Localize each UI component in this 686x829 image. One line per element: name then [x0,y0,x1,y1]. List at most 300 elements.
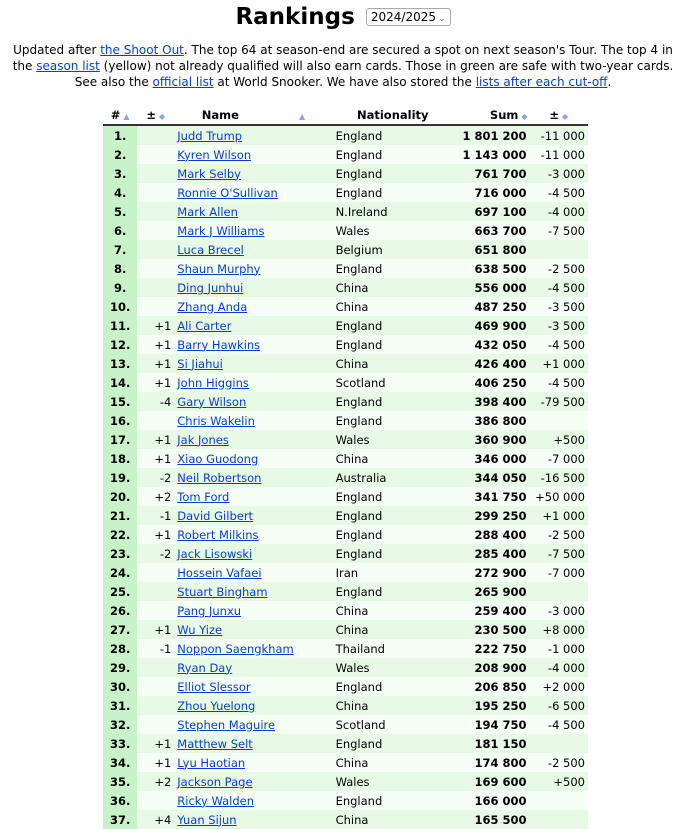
points-change-cell: -4 000 [530,658,588,677]
nationality-cell: China [333,354,453,373]
table-row [103,297,588,316]
table-row [103,544,588,563]
sort-icon: ▲ [123,112,130,121]
points-change-cell: -4 500 [530,183,588,202]
nationality-cell: Wales [333,658,453,677]
player-name-cell [174,449,332,468]
intro-text-4: at World Snooker. We have also stored the [213,75,476,89]
points-sum-cell: 556 000 [453,278,530,297]
player-link[interactable]: Tom Ford [177,489,230,504]
player-link[interactable]: Zhou Yuelong [177,698,256,713]
player-link[interactable]: Wu Yize [177,622,223,637]
nationality-cell: England [333,335,453,354]
player-link[interactable]: Gary Wilson [177,394,247,409]
nationality-cell: Thailand [333,639,453,658]
table-row [103,449,588,468]
sort-icon: ◆ [521,112,528,121]
player-link[interactable]: Zhang Anda [177,299,248,314]
points-sum-cell: 259 400 [453,601,530,620]
rank-cell: 12. [103,335,137,354]
rank-cell: 30. [103,677,137,696]
table-row [103,145,588,164]
move-cell [137,164,174,183]
player-name-cell [174,810,332,829]
points-sum-cell: 697 100 [453,202,530,221]
points-sum-cell: 651 800 [453,240,530,259]
nationality-cell: England [333,316,453,335]
intro-text-2: . The top 64 at season-end are secured a spot on next season's Tour. The top 4 in the [12,43,673,73]
table-row [103,715,588,734]
rank-cell: 1. [103,125,137,145]
nationality-cell: England [333,677,453,696]
intro-text [6,42,680,90]
nationality-column-header[interactable] [333,106,453,125]
points-change-cell: +8 000 [530,620,588,639]
table-row [103,810,588,829]
player-name-cell [174,525,332,544]
player-link[interactable]: Stephen Maguire [177,717,276,732]
nationality-cell: China [333,753,453,772]
move-cell [137,145,174,164]
player-name-cell [174,734,332,753]
player-name-cell [174,601,332,620]
player-link[interactable]: Mark Selby [177,166,241,181]
points-change-cell: -7 500 [530,544,588,563]
rank-column-header[interactable] [103,106,137,125]
intro-text-3: (yellow) not already qualified will also earn cards. Those in green are safe with two-year cards. See also the [74,59,674,89]
player-link[interactable]: Elliot Slessor [177,679,251,694]
table-body [103,125,588,829]
points-change-cell [530,734,588,753]
move-cell [137,202,174,221]
move-cell: +1 [137,354,174,373]
player-link[interactable]: Lyu Haotian [177,755,246,770]
nationality-cell: England [333,506,453,525]
rank-cell: 14. [103,373,137,392]
diff-column-header[interactable] [530,106,588,125]
move-cell: -2 [137,544,174,563]
rank-cell: 26. [103,601,137,620]
rank-cell: 9. [103,278,137,297]
move-cell: -1 [137,639,174,658]
move-cell: -2 [137,468,174,487]
points-sum-cell: 406 250 [453,373,530,392]
rank-cell: 34. [103,753,137,772]
player-name-cell [174,715,332,734]
points-sum-cell: 432 050 [453,335,530,354]
move-cell: +4 [137,810,174,829]
player-name-cell [174,544,332,563]
points-sum-cell: 169 600 [453,772,530,791]
points-sum-cell: 398 400 [453,392,530,411]
table-row [103,316,588,335]
player-link[interactable]: Matthew Selt [177,736,253,751]
points-sum-cell: 341 750 [453,487,530,506]
nationality-cell: England [333,544,453,563]
table-row [103,373,588,392]
points-sum-cell: 272 900 [453,563,530,582]
rankings-table [103,106,588,829]
nationality-cell: England [333,487,453,506]
rank-cell: 16. [103,411,137,430]
table-row [103,677,588,696]
cutoff-lists-link[interactable]: lists after each cut-off [475,75,608,89]
nationality-cell: Scotland [333,715,453,734]
rank-cell: 36. [103,791,137,810]
rank-cell: 37. [103,810,137,829]
nationality-cell: China [333,810,453,829]
diff-header-label: ± [549,108,559,122]
player-name-cell [174,240,332,259]
points-change-cell: -4 000 [530,202,588,221]
page-title: Rankings [235,4,355,30]
rank-cell: 31. [103,696,137,715]
table-row [103,563,588,582]
player-link[interactable]: Ricky Walden [177,793,255,808]
points-change-cell: +500 [530,430,588,449]
nationality-cell: China [333,620,453,639]
rank-cell: 24. [103,563,137,582]
sort-icon: ◆ [159,112,166,121]
points-change-cell: +500 [530,772,588,791]
player-name-cell [174,658,332,677]
points-change-cell: +1 000 [530,506,588,525]
rank-cell: 3. [103,164,137,183]
player-link[interactable]: John Higgins [177,375,249,390]
nationality-cell: Scotland [333,373,453,392]
player-name-cell [174,354,332,373]
points-change-cell: -11 000 [530,125,588,145]
nationality-header-label: Nationality [356,108,429,122]
player-link[interactable]: Pang Junxu [177,603,242,618]
rank-cell: 21. [103,506,137,525]
player-name-cell [174,791,332,810]
points-sum-cell: 288 400 [453,525,530,544]
player-name-cell [174,145,332,164]
points-change-cell: -79 500 [530,392,588,411]
points-change-cell: -2 500 [530,753,588,772]
nationality-cell: Belgium [333,240,453,259]
player-link[interactable]: Ronnie O'Sullivan [177,185,278,200]
rank-header-label: # [110,108,121,122]
rank-cell: 5. [103,202,137,221]
rank-cell: 27. [103,620,137,639]
player-link[interactable]: Mark J Williams [177,223,265,238]
points-sum-cell: 299 250 [453,506,530,525]
player-name-cell [174,278,332,297]
player-name-cell [174,335,332,354]
move-cell: +1 [137,430,174,449]
player-link[interactable]: David Gilbert [177,508,254,523]
move-cell [137,221,174,240]
table-row [103,164,588,183]
sort-icon: ▲ [298,112,306,121]
move-cell [137,297,174,316]
points-change-cell: -3 500 [530,297,588,316]
nationality-cell: China [333,297,453,316]
move-column-header[interactable] [137,106,174,125]
player-link[interactable]: Chris Wakelin [177,413,255,428]
move-cell [137,658,174,677]
player-link[interactable]: Ryan Day [177,660,233,675]
move-cell: +1 [137,734,174,753]
name-header-label: Name [201,108,239,122]
player-name-cell [174,772,332,791]
move-cell: -1 [137,506,174,525]
player-name-cell [174,506,332,525]
points-sum-cell: 346 000 [453,449,530,468]
points-sum-cell: 761 700 [453,164,530,183]
nationality-cell: England [333,125,453,145]
page-header [0,4,686,30]
points-sum-cell: 426 400 [453,354,530,373]
player-name-cell [174,753,332,772]
player-name-cell [174,582,332,601]
table-row [103,259,588,278]
player-name-cell [174,392,332,411]
rank-cell: 22. [103,525,137,544]
table-row [103,658,588,677]
player-name-cell [174,183,332,202]
points-change-cell [530,240,588,259]
table-row [103,772,588,791]
rank-cell: 17. [103,430,137,449]
points-change-cell: +2 000 [530,677,588,696]
points-change-cell: -11 000 [530,145,588,164]
rank-cell: 20. [103,487,137,506]
points-sum-cell: 181 150 [453,734,530,753]
season-select[interactable] [366,8,451,26]
points-change-cell [530,791,588,810]
rank-cell: 29. [103,658,137,677]
points-change-cell: -16 500 [530,468,588,487]
table-row [103,487,588,506]
points-change-cell [530,810,588,829]
points-change-cell: -4 500 [530,715,588,734]
move-cell: +1 [137,525,174,544]
move-cell [137,696,174,715]
nationality-cell: China [333,601,453,620]
player-name-cell [174,125,332,145]
nationality-cell: Iran [333,563,453,582]
table-row [103,620,588,639]
rank-cell: 35. [103,772,137,791]
sum-column-header[interactable] [453,106,530,125]
table-row [103,430,588,449]
table-row [103,468,588,487]
player-name-cell [174,639,332,658]
table-row [103,354,588,373]
nationality-cell: England [333,791,453,810]
points-change-cell: +50 000 [530,487,588,506]
rank-cell: 28. [103,639,137,658]
move-cell [137,791,174,810]
move-cell [137,278,174,297]
player-link[interactable]: Si Jiahui [177,356,223,371]
points-sum-cell: 230 500 [453,620,530,639]
points-change-cell: -7 000 [530,449,588,468]
rank-cell: 13. [103,354,137,373]
season-list-link[interactable]: season list [36,59,100,73]
player-link[interactable]: Ding Junhui [177,280,244,295]
table-row [103,278,588,297]
sort-icon: ◆ [562,112,569,121]
shootout-link[interactable]: the Shoot Out [100,43,184,57]
player-link[interactable]: Judd Trump [177,128,243,143]
player-name-cell [174,411,332,430]
player-link[interactable]: Jack Lisowski [177,546,253,561]
points-change-cell: +1 000 [530,354,588,373]
points-change-cell: -4 500 [530,373,588,392]
points-sum-cell: 716 000 [453,183,530,202]
nationality-cell: China [333,449,453,468]
points-change-cell: -3 000 [530,601,588,620]
player-name-cell [174,468,332,487]
nationality-cell: China [333,696,453,715]
points-change-cell: -7 500 [530,221,588,240]
table-row [103,202,588,221]
rank-cell: 15. [103,392,137,411]
player-name-cell [174,202,332,221]
player-name-cell [174,563,332,582]
table-row [103,506,588,525]
player-link[interactable]: Shaun Murphy [177,261,261,276]
points-change-cell: -1 000 [530,639,588,658]
rank-cell: 19. [103,468,137,487]
points-sum-cell: 469 900 [453,316,530,335]
rank-cell: 32. [103,715,137,734]
points-sum-cell: 1 801 200 [453,125,530,145]
player-link[interactable]: Robert Milkins [177,527,259,542]
points-change-cell: -4 500 [530,278,588,297]
player-name-cell [174,677,332,696]
nationality-cell: Australia [333,468,453,487]
official-list-link[interactable]: official list [152,75,214,89]
points-sum-cell: 344 050 [453,468,530,487]
table-row [103,392,588,411]
intro-text-1: Updated after [13,43,101,57]
player-name-cell [174,373,332,392]
points-sum-cell: 265 900 [453,582,530,601]
move-cell [137,677,174,696]
move-cell [137,411,174,430]
rank-cell: 18. [103,449,137,468]
nationality-cell: Wales [333,772,453,791]
move-cell: +1 [137,373,174,392]
nationality-cell: England [333,392,453,411]
name-column-header[interactable] [174,106,332,125]
points-sum-cell: 222 750 [453,639,530,658]
points-sum-cell: 1 143 000 [453,145,530,164]
rank-cell: 33. [103,734,137,753]
points-change-cell: -2 500 [530,525,588,544]
table-row [103,411,588,430]
points-sum-cell: 285 400 [453,544,530,563]
points-sum-cell: 208 900 [453,658,530,677]
player-name-cell [174,221,332,240]
table-row [103,125,588,145]
player-link[interactable]: Neil Robertson [177,470,262,485]
points-sum-cell: 487 250 [453,297,530,316]
points-sum-cell: 386 800 [453,411,530,430]
move-cell: +1 [137,620,174,639]
points-change-cell [530,582,588,601]
move-cell [137,183,174,202]
move-cell [137,125,174,145]
points-change-cell [530,411,588,430]
player-name-cell [174,430,332,449]
rank-cell: 8. [103,259,137,278]
move-cell [137,715,174,734]
table-row [103,582,588,601]
player-link[interactable]: Xiao Guodong [177,451,259,466]
nationality-cell: China [333,278,453,297]
table-row [103,734,588,753]
player-link[interactable]: Mark Allen [177,204,238,219]
rank-cell: 6. [103,221,137,240]
table-row [103,183,588,202]
points-change-cell: -7 000 [530,563,588,582]
nationality-cell: Wales [333,221,453,240]
move-cell [137,563,174,582]
points-sum-cell: 638 500 [453,259,530,278]
table-row [103,753,588,772]
player-link[interactable]: Ali Carter [177,318,232,333]
player-name-cell [174,259,332,278]
points-change-cell: -3 500 [530,316,588,335]
player-link[interactable]: Hossein Vafaei [177,565,262,580]
rank-cell: 11. [103,316,137,335]
player-link[interactable]: Yuan Sijun [177,812,237,827]
nationality-cell: England [333,525,453,544]
player-link[interactable]: Jackson Page [177,774,253,789]
move-cell [137,259,174,278]
points-sum-cell: 174 800 [453,753,530,772]
move-cell [137,240,174,259]
player-link[interactable]: Luca Brecel [177,242,244,257]
table-row [103,221,588,240]
nationality-cell: England [333,411,453,430]
player-name-cell [174,316,332,335]
move-cell: +1 [137,449,174,468]
table-header-row [103,106,588,125]
player-link[interactable]: Stuart Bingham [177,584,268,599]
player-link[interactable]: Barry Hawkins [177,337,261,352]
table-row [103,525,588,544]
move-cell [137,582,174,601]
table-row [103,240,588,259]
points-change-cell: -3 000 [530,164,588,183]
nationality-cell: England [333,734,453,753]
player-name-cell [174,620,332,639]
table-row [103,696,588,715]
intro-text-5: . [607,75,612,89]
player-name-cell [174,297,332,316]
rank-cell: 2. [103,145,137,164]
player-link[interactable]: Noppon Saengkham [177,641,294,656]
player-link[interactable]: Kyren Wilson [177,147,252,162]
move-cell: +1 [137,316,174,335]
rank-cell: 7. [103,240,137,259]
points-sum-cell: 165 500 [453,810,530,829]
move-cell [137,601,174,620]
table-row [103,791,588,810]
table-row [103,601,588,620]
player-link[interactable]: Jak Jones [177,432,229,447]
points-sum-cell: 195 250 [453,696,530,715]
sum-header-label: Sum [489,108,519,122]
nationality-cell: N.Ireland [333,202,453,221]
